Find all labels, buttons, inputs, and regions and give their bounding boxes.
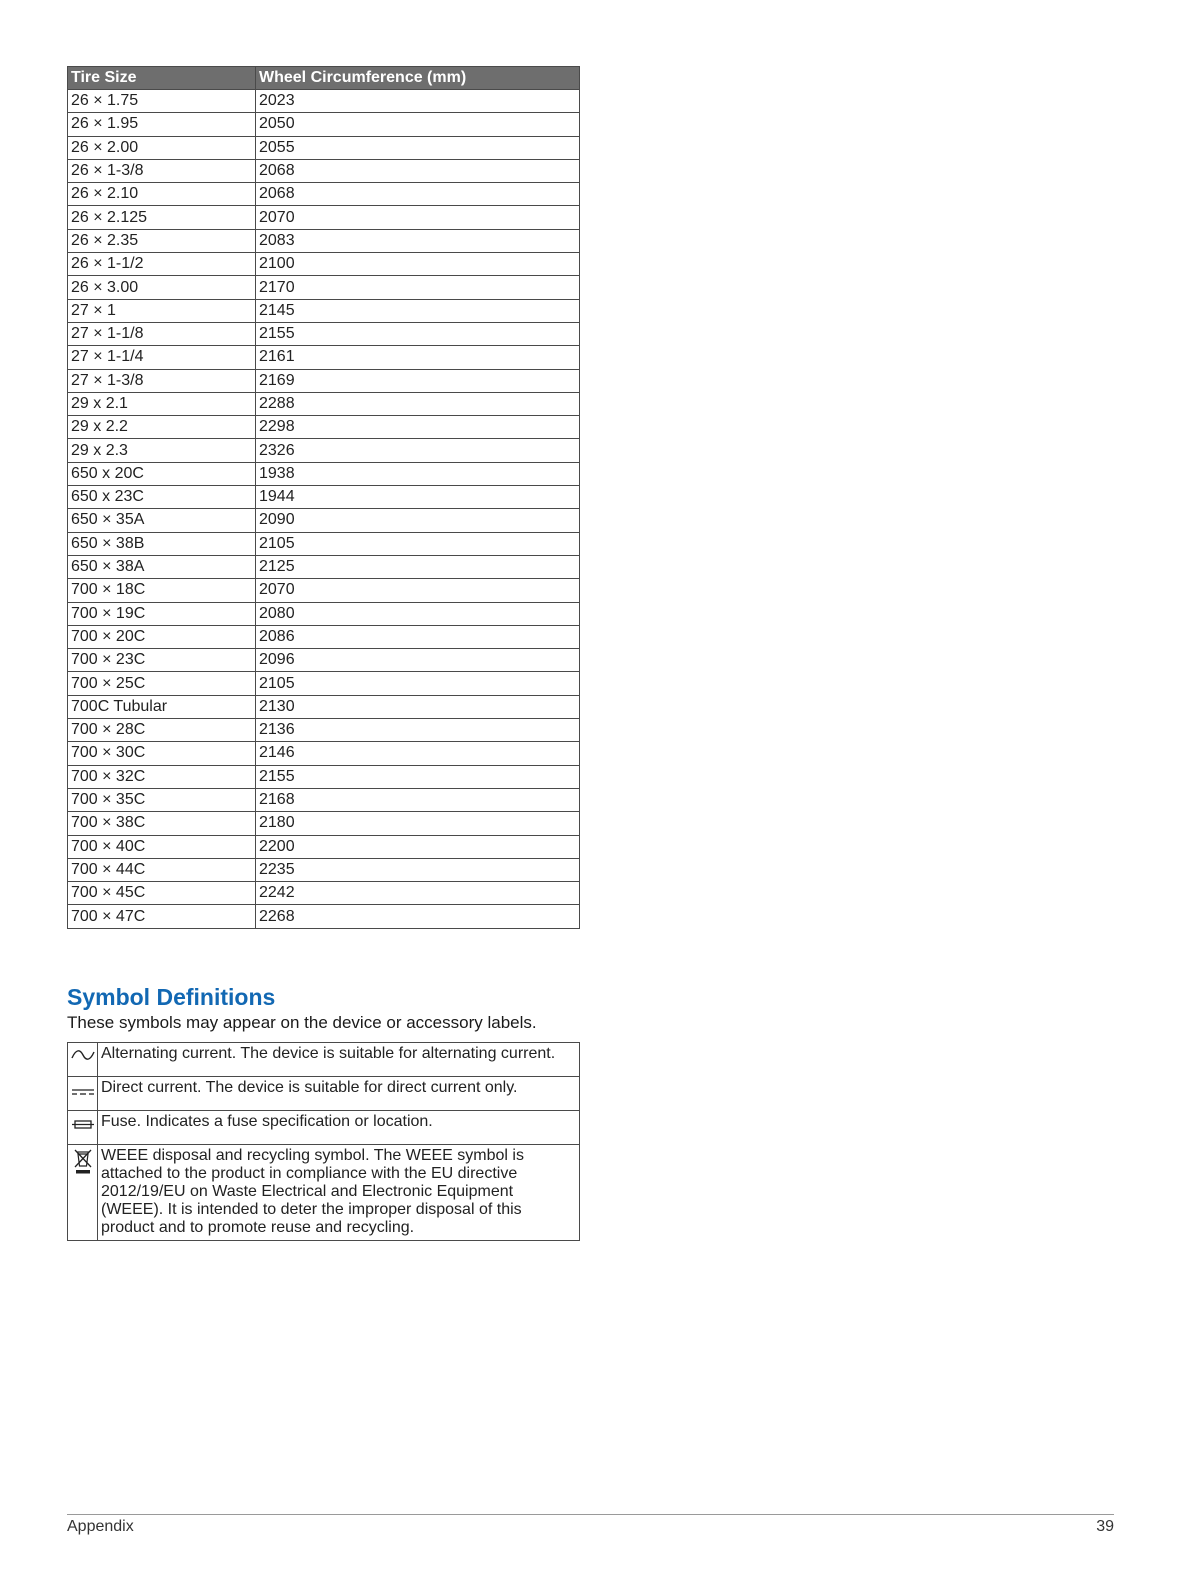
tire-size-cell: 26 × 2.125 bbox=[68, 206, 256, 229]
table-row bbox=[68, 136, 580, 159]
tire-size-cell: 700 × 19C bbox=[68, 602, 256, 625]
wheel-circumference-cell: 1938 bbox=[256, 462, 580, 485]
tire-size-cell: 27 × 1 bbox=[68, 299, 256, 322]
alternating-current-icon bbox=[71, 1047, 95, 1063]
footer-page-number: 39 bbox=[1096, 1518, 1114, 1535]
table-row bbox=[68, 276, 580, 299]
tire-size-cell: 700 × 38C bbox=[68, 812, 256, 835]
table-row bbox=[68, 719, 580, 742]
tire-size-cell: 26 × 1-1/2 bbox=[68, 253, 256, 276]
table-row bbox=[68, 905, 580, 928]
tire-size-cell: 26 × 1.95 bbox=[68, 113, 256, 136]
tire-size-cell: 650 × 38A bbox=[68, 555, 256, 578]
wheel-circumference-cell: 2155 bbox=[256, 322, 580, 345]
wheel-circumference-cell: 2235 bbox=[256, 858, 580, 881]
tire-size-cell: 700 × 47C bbox=[68, 905, 256, 928]
wheel-circumference-cell: 2105 bbox=[256, 672, 580, 695]
wheel-circumference-cell: 2298 bbox=[256, 416, 580, 439]
tire-size-cell: 26 × 3.00 bbox=[68, 276, 256, 299]
table-row bbox=[68, 672, 580, 695]
direct-current-icon bbox=[71, 1081, 95, 1099]
wheel-circumference-cell: 2242 bbox=[256, 882, 580, 905]
symbol-description: WEEE disposal and recycling symbol. The WEEE symbol is attached to the product in compliance with the EU directive 2012/19/EU on Waste Electrical and Electronic Equipment (WEEE). It is intended to deter the improper disposal of this product and to promote reuse and recycling. bbox=[98, 1145, 580, 1241]
table-row bbox=[68, 765, 580, 788]
wheel-circumference-cell: 2083 bbox=[256, 229, 580, 252]
tire-size-cell: 700 × 30C bbox=[68, 742, 256, 765]
tire-size-cell: 29 x 2.2 bbox=[68, 416, 256, 439]
section-title: Symbol Definitions bbox=[67, 984, 276, 1010]
wheel-circumference-cell: 2200 bbox=[256, 835, 580, 858]
table-row bbox=[68, 90, 580, 113]
table-row bbox=[68, 486, 580, 509]
tire-size-cell: 700 × 28C bbox=[68, 719, 256, 742]
wheel-circumference-cell: 2068 bbox=[256, 183, 580, 206]
wheel-circumference-cell: 2105 bbox=[256, 532, 580, 555]
symbol-description: Direct current. The device is suitable for direct current only. bbox=[98, 1077, 580, 1111]
table-row bbox=[68, 392, 580, 415]
table-row bbox=[68, 579, 580, 602]
wheel-circumference-cell: 2096 bbox=[256, 649, 580, 672]
tire-size-cell: 26 × 1.75 bbox=[68, 90, 256, 113]
wheel-circumference-cell: 2068 bbox=[256, 159, 580, 182]
section-subtitle: These symbols may appear on the device or accessory labels. bbox=[67, 1013, 537, 1032]
wheel-circumference-cell: 2023 bbox=[256, 90, 580, 113]
wheel-circumference-cell: 2086 bbox=[256, 625, 580, 648]
symbol-definitions-table bbox=[67, 1042, 580, 1241]
table-row bbox=[68, 253, 580, 276]
symbol-row bbox=[68, 1145, 580, 1241]
tire-size-cell: 26 × 1-3/8 bbox=[68, 159, 256, 182]
wheel-circumference-cell: 2155 bbox=[256, 765, 580, 788]
tire-size-cell: 700 × 45C bbox=[68, 882, 256, 905]
wheel-circumference-cell: 2168 bbox=[256, 788, 580, 811]
tire-size-cell: 650 × 35A bbox=[68, 509, 256, 532]
symbol-description: Alternating current. The device is suitable for alternating current. bbox=[98, 1043, 580, 1077]
tire-size-cell: 650 x 20C bbox=[68, 462, 256, 485]
tire-size-cell: 700C Tubular bbox=[68, 695, 256, 718]
table-row bbox=[68, 812, 580, 835]
wheel-circumference-cell: 2100 bbox=[256, 253, 580, 276]
table-row bbox=[68, 649, 580, 672]
wheel-circumference-cell: 1944 bbox=[256, 486, 580, 509]
weee-bin-icon bbox=[73, 1149, 93, 1175]
footer-divider bbox=[67, 1514, 1114, 1515]
wheel-circumference-cell: 2130 bbox=[256, 695, 580, 718]
table-row bbox=[68, 858, 580, 881]
symbol-row bbox=[68, 1077, 580, 1111]
tire-size-cell: 650 × 38B bbox=[68, 532, 256, 555]
fuse-icon bbox=[71, 1115, 95, 1133]
wheel-circumference-cell: 2326 bbox=[256, 439, 580, 462]
table-row bbox=[68, 299, 580, 322]
table-row bbox=[68, 788, 580, 811]
symbol-description: Fuse. Indicates a fuse specification or location. bbox=[98, 1111, 580, 1145]
table-row bbox=[68, 882, 580, 905]
tire-size-cell: 700 × 20C bbox=[68, 625, 256, 648]
tire-table-body bbox=[68, 90, 580, 929]
wheel-circumference-cell: 2145 bbox=[256, 299, 580, 322]
tire-size-cell: 27 × 1-1/4 bbox=[68, 346, 256, 369]
tire-size-cell: 29 x 2.3 bbox=[68, 439, 256, 462]
tire-size-cell: 26 × 2.10 bbox=[68, 183, 256, 206]
table-row bbox=[68, 835, 580, 858]
footer-section-name: Appendix bbox=[67, 1518, 134, 1535]
table-row bbox=[68, 183, 580, 206]
wheel-circumference-cell: 2070 bbox=[256, 579, 580, 602]
wheel-circumference-cell: 2090 bbox=[256, 509, 580, 532]
tire-size-cell: 26 × 2.35 bbox=[68, 229, 256, 252]
table-row bbox=[68, 602, 580, 625]
wheel-circumference-cell: 2268 bbox=[256, 905, 580, 928]
symbol-row bbox=[68, 1111, 580, 1145]
tire-circumference-table bbox=[67, 66, 580, 929]
table-row bbox=[68, 695, 580, 718]
tire-size-cell: 27 × 1-3/8 bbox=[68, 369, 256, 392]
table-row bbox=[68, 229, 580, 252]
tire-size-cell: 650 x 23C bbox=[68, 486, 256, 509]
tire-size-cell: 700 × 35C bbox=[68, 788, 256, 811]
table-row bbox=[68, 509, 580, 532]
tire-size-cell: 700 × 40C bbox=[68, 835, 256, 858]
tire-size-cell: 700 × 32C bbox=[68, 765, 256, 788]
tire-size-cell: 700 × 44C bbox=[68, 858, 256, 881]
table-row bbox=[68, 462, 580, 485]
tire-size-cell: 700 × 23C bbox=[68, 649, 256, 672]
tire-size-cell: 26 × 2.00 bbox=[68, 136, 256, 159]
table-row bbox=[68, 113, 580, 136]
table-row bbox=[68, 416, 580, 439]
table-row bbox=[68, 159, 580, 182]
tire-size-cell: 27 × 1-1/8 bbox=[68, 322, 256, 345]
table-row bbox=[68, 346, 580, 369]
wheel-circumference-cell: 2170 bbox=[256, 276, 580, 299]
table-row bbox=[68, 742, 580, 765]
table-row bbox=[68, 555, 580, 578]
tire-size-cell: 700 × 25C bbox=[68, 672, 256, 695]
wheel-circumference-cell: 2146 bbox=[256, 742, 580, 765]
wheel-circumference-cell: 2169 bbox=[256, 369, 580, 392]
table-row bbox=[68, 625, 580, 648]
wheel-circumference-cell: 2125 bbox=[256, 555, 580, 578]
wheel-circumference-cell: 2136 bbox=[256, 719, 580, 742]
table-row bbox=[68, 206, 580, 229]
symbol-row bbox=[68, 1043, 580, 1077]
tire-size-cell: 29 x 2.1 bbox=[68, 392, 256, 415]
table-row bbox=[68, 532, 580, 555]
table-row bbox=[68, 322, 580, 345]
wheel-circumference-cell: 2070 bbox=[256, 206, 580, 229]
wheel-circumference-cell: 2161 bbox=[256, 346, 580, 369]
table-row bbox=[68, 439, 580, 462]
wheel-circumference-cell: 2055 bbox=[256, 136, 580, 159]
wheel-circumference-cell: 2180 bbox=[256, 812, 580, 835]
wheel-circumference-cell: 2050 bbox=[256, 113, 580, 136]
wheel-circumference-cell: 2288 bbox=[256, 392, 580, 415]
column-header-wheel-circumference: Wheel Circumference (mm) bbox=[256, 67, 580, 90]
wheel-circumference-cell: 2080 bbox=[256, 602, 580, 625]
table-header-row bbox=[68, 67, 580, 90]
column-header-tire-size: Tire Size bbox=[68, 67, 256, 90]
table-row bbox=[68, 369, 580, 392]
tire-size-cell: 700 × 18C bbox=[68, 579, 256, 602]
